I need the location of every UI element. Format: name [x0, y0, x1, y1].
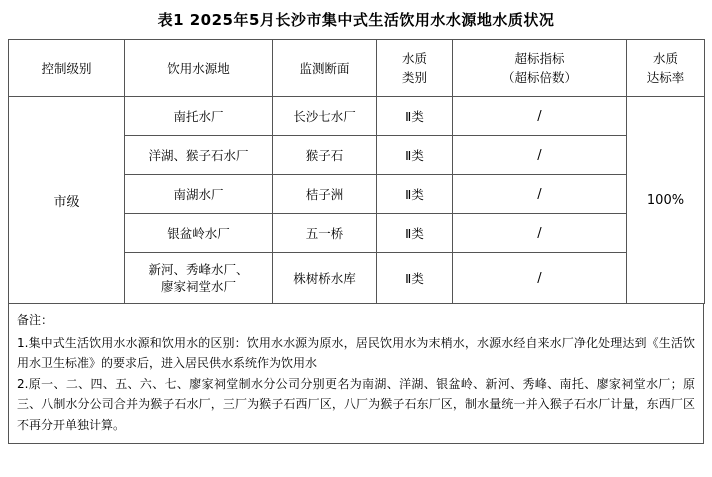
notes-section: [8, 304, 704, 444]
water-category-value: Ⅱ类: [377, 253, 453, 304]
page-title: 表1 2025年5月长沙市集中式生活饮用水水源地水质状况: [157, 11, 555, 29]
monitoring-section-value: 株树桥水库: [273, 253, 377, 304]
header-exceed-index-line1: 超标指标: [514, 51, 565, 66]
header-exceed-index: [453, 40, 627, 97]
exceed-index-value: /: [453, 214, 627, 253]
water-source-value: 洋湖、猴子石水厂: [125, 136, 273, 175]
header-compliance-rate: [627, 40, 705, 97]
note-item-2: 2.原一、二、四、五、六、七、廖家祠堂制水分公司分别更名为南湖、洋湖、银盆岭、新河、秀峰、南托、廖家祠堂水厂；原三、八制水分公司合并为猴子石水厂，三厂为猴子石西厂区，八厂为猴子石东厂区，制水量统一并入猴子石水厂计量，东西厂区不再分开单独计算。: [17, 376, 695, 432]
control-level-value: 市级: [9, 97, 125, 304]
table-header-row: [9, 40, 705, 97]
header-exceed-index-line2: （超标倍数）: [501, 70, 577, 85]
monitoring-section-value: 桔子洲: [273, 175, 377, 214]
monitoring-section-value: 猴子石: [273, 136, 377, 175]
header-compliance-rate-line1: 水质: [652, 51, 678, 66]
monitoring-section-value: 五一桥: [273, 214, 377, 253]
exceed-index-value: /: [453, 97, 627, 136]
header-water-category: [377, 40, 453, 97]
monitoring-section-value: 长沙七水厂: [273, 97, 377, 136]
water-category-value: Ⅱ类: [377, 136, 453, 175]
notes-heading: 备注：: [17, 313, 54, 327]
note-item-1: 1.集中式生活饮用水水源和饮用水的区别：饮用水水源为原水，居民饮用水为末梢水，水源水经自来水厂净化处理达到《生活饮用水卫生标准》的要求后，进入居民供水系统作为饮用水: [17, 335, 695, 370]
header-water-category-line1: 水质: [401, 51, 427, 66]
header-control-level: 控制级别: [9, 40, 125, 97]
exceed-index-value: /: [453, 136, 627, 175]
water-category-value: Ⅱ类: [377, 97, 453, 136]
header-compliance-rate-line2: 达标率: [646, 70, 685, 85]
water-source-value: 银盆岭水厂: [125, 214, 273, 253]
exceed-index-value: /: [453, 175, 627, 214]
water-source-value: [125, 253, 273, 304]
exceed-index-value: /: [453, 253, 627, 304]
water-source-line2: 廖家祠堂水厂: [160, 279, 236, 294]
table-row: [9, 97, 705, 136]
water-category-value: Ⅱ类: [377, 175, 453, 214]
header-water-category-line2: 类别: [401, 70, 427, 85]
header-monitoring-section: 监测断面: [273, 40, 377, 97]
water-source-line1: 新河、秀峰水厂、: [148, 262, 249, 277]
water-category-value: Ⅱ类: [377, 214, 453, 253]
water-source-value: 南托水厂: [125, 97, 273, 136]
header-water-source: 饮用水源地: [125, 40, 273, 97]
water-quality-table: [8, 39, 705, 304]
water-source-value: 南湖水厂: [125, 175, 273, 214]
compliance-rate-value: 100%: [627, 97, 705, 304]
